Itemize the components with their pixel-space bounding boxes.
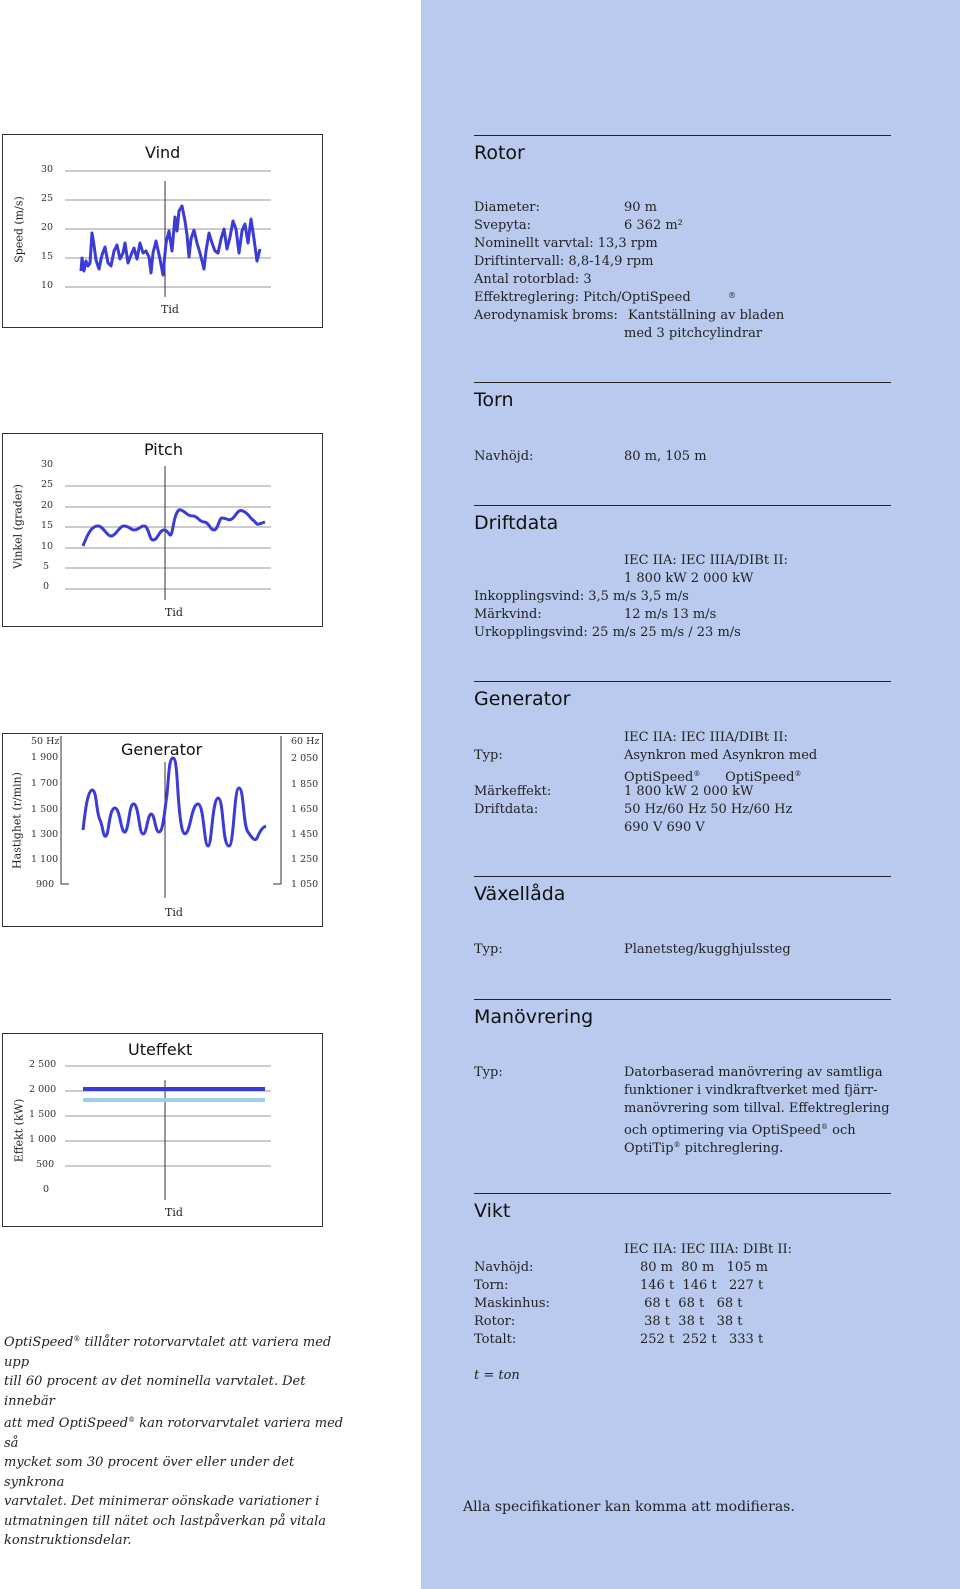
spec-label: Totalt: <box>474 1332 517 1347</box>
section-rule <box>474 876 891 877</box>
chart-ylabel: Effekt (kW) <box>12 1098 26 1163</box>
spec-label: Urkopplingsvind: 25 m/s 25 m/s / 23 m/s <box>474 625 741 640</box>
chart-generator-plot <box>3 734 322 926</box>
spec-value: och optimering via OptiSpeed® och <box>624 1123 856 1138</box>
chart-pitch-plot <box>3 434 322 626</box>
spec-label: Nominellt varvtal: 13,3 rpm <box>474 236 658 251</box>
chart-vind <box>2 134 323 328</box>
ytick: 25 <box>41 193 54 204</box>
spec-label: Antal rotorblad: 3 <box>474 272 592 287</box>
ytick: 500 <box>36 1159 55 1170</box>
section-title-generator: Generator <box>474 688 571 710</box>
ytick-left: 1 900 <box>31 752 59 763</box>
spec-label: Effektreglering: Pitch/OptiSpeed <box>474 290 691 305</box>
ytick: 10 <box>41 541 54 552</box>
spec-value: med 3 pitchcylindrar <box>624 326 763 341</box>
section-rule <box>474 505 891 506</box>
ytick-right: 1 250 <box>291 854 319 865</box>
ytick-left: 900 <box>36 879 55 890</box>
spec-value: 1 800 kW 2 000 kW <box>624 784 754 799</box>
spec-label: Typ: <box>474 1065 503 1080</box>
spec-label: Märkeffekt: <box>474 784 552 799</box>
chart-title: Vind <box>145 143 181 162</box>
ytick: 2 500 <box>29 1059 57 1070</box>
generator-speed-line <box>83 758 266 846</box>
spec-label: Typ: <box>474 748 503 763</box>
spec-value: 1 800 kW 2 000 kW <box>624 571 754 586</box>
section-rule <box>474 135 891 136</box>
section-rule <box>474 1193 891 1194</box>
ytick-right: 2 050 <box>291 753 319 764</box>
spec-value: 50 Hz/60 Hz 50 Hz/60 Hz <box>624 802 793 817</box>
chart-xlabel: Tid <box>165 606 183 619</box>
section-title-vikt: Vikt <box>474 1200 511 1222</box>
spec-label: Diameter: <box>474 200 540 215</box>
spec-value: 12 m/s 13 m/s <box>624 607 717 622</box>
ytick-left: 1 700 <box>31 778 59 789</box>
spec-label: Driftdata: <box>474 802 539 817</box>
spec-label: Inkopplingsvind: 3,5 m/s 3,5 m/s <box>474 589 689 604</box>
ytick: 30 <box>41 459 54 470</box>
spec-label: Svepyta: <box>474 218 531 233</box>
ytick: 10 <box>41 280 54 291</box>
spec-value: 90 m <box>624 200 658 215</box>
chart-title: Generator <box>121 740 203 759</box>
chart-vind-plot <box>3 135 322 327</box>
section-title-rotor: Rotor <box>474 142 525 164</box>
spec-label: Märkvind: <box>474 607 542 622</box>
spec-label: Driftintervall: 8,8-14,9 rpm <box>474 254 654 269</box>
ytick: 15 <box>41 520 54 531</box>
ytick-right: 60 Hz <box>291 736 320 747</box>
spec-label: Torn: <box>474 1278 509 1293</box>
section-title-torn: Torn <box>474 389 514 411</box>
spec-value: 146 t 146 t 227 t <box>640 1278 764 1293</box>
spec-value: OptiSpeed® OptiSpeed® <box>624 770 802 785</box>
spec-label: Rotor: <box>474 1314 516 1329</box>
ytick: 1 500 <box>29 1109 57 1120</box>
ytick: 0 <box>43 581 50 592</box>
chart-xlabel: Tid <box>165 906 183 919</box>
spec-label: Navhöjd: <box>474 1260 534 1275</box>
ytick: 20 <box>41 500 54 511</box>
spec-value: Planetsteg/kugghjulssteg <box>624 942 791 957</box>
chart-title: Pitch <box>144 440 183 459</box>
spec-value: manövrering som tillval. Effektreglering <box>624 1101 890 1116</box>
chart-uteffekt-plot <box>3 1034 322 1226</box>
footer-disclaimer: Alla specifikationer kan komma att modifieras. <box>463 1499 795 1515</box>
section-rule <box>474 382 891 383</box>
spec-header: IEC IIA: IEC IIIA: DIBt II: <box>624 1242 793 1257</box>
spec-value: 38 t 38 t 38 t <box>640 1314 743 1329</box>
ytick: 1 000 <box>29 1134 57 1145</box>
ytick: 2 000 <box>29 1084 57 1095</box>
pitch-angle-line <box>83 510 265 546</box>
spec-label: Typ: <box>474 942 503 957</box>
ytick-right: 1 450 <box>291 829 319 840</box>
spec-value: funktioner i vindkraftverket med fjärr- <box>624 1083 878 1098</box>
ytick: 15 <box>41 251 54 262</box>
spec-label: Maskinhus: <box>474 1296 550 1311</box>
chart-ylabel: Hastighet (r/min) <box>10 772 24 869</box>
spec-value: 68 t 68 t 68 t <box>640 1296 743 1311</box>
spec-value: 6 362 m² <box>624 218 683 233</box>
registered-mark: ® <box>728 291 736 300</box>
chart-xlabel: Tid <box>161 303 179 316</box>
section-title-vaxellada: Växellåda <box>474 883 566 905</box>
spec-label: Aerodynamisk broms: <box>474 308 618 323</box>
spec-value: 80 m, 105 m <box>624 449 707 464</box>
chart-generator <box>2 733 323 927</box>
ytick: 30 <box>41 164 54 175</box>
ytick-right: 1 850 <box>291 779 319 790</box>
ytick-right: 1 050 <box>291 879 319 890</box>
spec-value: Datorbaserad manövrering av samtliga <box>624 1065 883 1080</box>
ytick-left: 1 500 <box>31 804 59 815</box>
chart-ylabel: Speed (m/s) <box>12 196 26 263</box>
spec-header: IEC IIA: IEC IIIA/DIBt II: <box>624 553 788 568</box>
section-title-driftdata: Driftdata <box>474 512 559 534</box>
ytick: 0 <box>43 1184 50 1195</box>
spec-value: 80 m 80 m 105 m <box>640 1260 768 1275</box>
optispeed-note: OptiSpeed® tillåter rotorvarvtalet att variera med upp till 60 procent av det nominella varvtalet. Det innebär att med OptiSpeed® kan rotorvarvtalet variera med så mycket som 30 procent över eller under det synkrona varvtalet. Det minimerar oönskade variationer i utmatningen till nätet och lastpåverkan på vitala konstruktionsdelar. <box>4 1335 344 1548</box>
chart-ylabel: Vinkel (grader) <box>11 484 25 569</box>
ytick-right: 1 650 <box>291 804 319 815</box>
chart-pitch <box>2 433 323 627</box>
chart-title: Uteffekt <box>128 1040 193 1059</box>
spec-label: Navhöjd: <box>474 449 534 464</box>
spec-value: OptiTip® pitchreglering. <box>624 1141 784 1156</box>
spec-value: Asynkron med Asynkron med <box>624 748 818 763</box>
spec-header: IEC IIA: IEC IIIA/DIBt II: <box>624 730 788 745</box>
wind-speed-line <box>81 206 260 275</box>
ytick-left: 1 300 <box>31 829 59 840</box>
ytick-left: 1 100 <box>31 854 59 865</box>
ytick: 5 <box>43 561 50 572</box>
ytick: 25 <box>41 479 54 490</box>
ytick-left: 50 Hz <box>31 736 60 747</box>
chart-uteffekt <box>2 1033 323 1227</box>
chart-xlabel: Tid <box>165 1206 183 1219</box>
spec-value: 252 t 252 t 333 t <box>640 1332 764 1347</box>
section-rule <box>474 681 891 682</box>
unit-legend: t = ton <box>474 1368 520 1383</box>
spec-value: 690 V 690 V <box>624 820 705 835</box>
ytick: 20 <box>41 222 54 233</box>
spec-value: Kantställning av bladen <box>628 308 785 323</box>
section-title-manovrering: Manövrering <box>474 1006 594 1028</box>
section-rule <box>474 999 891 1000</box>
